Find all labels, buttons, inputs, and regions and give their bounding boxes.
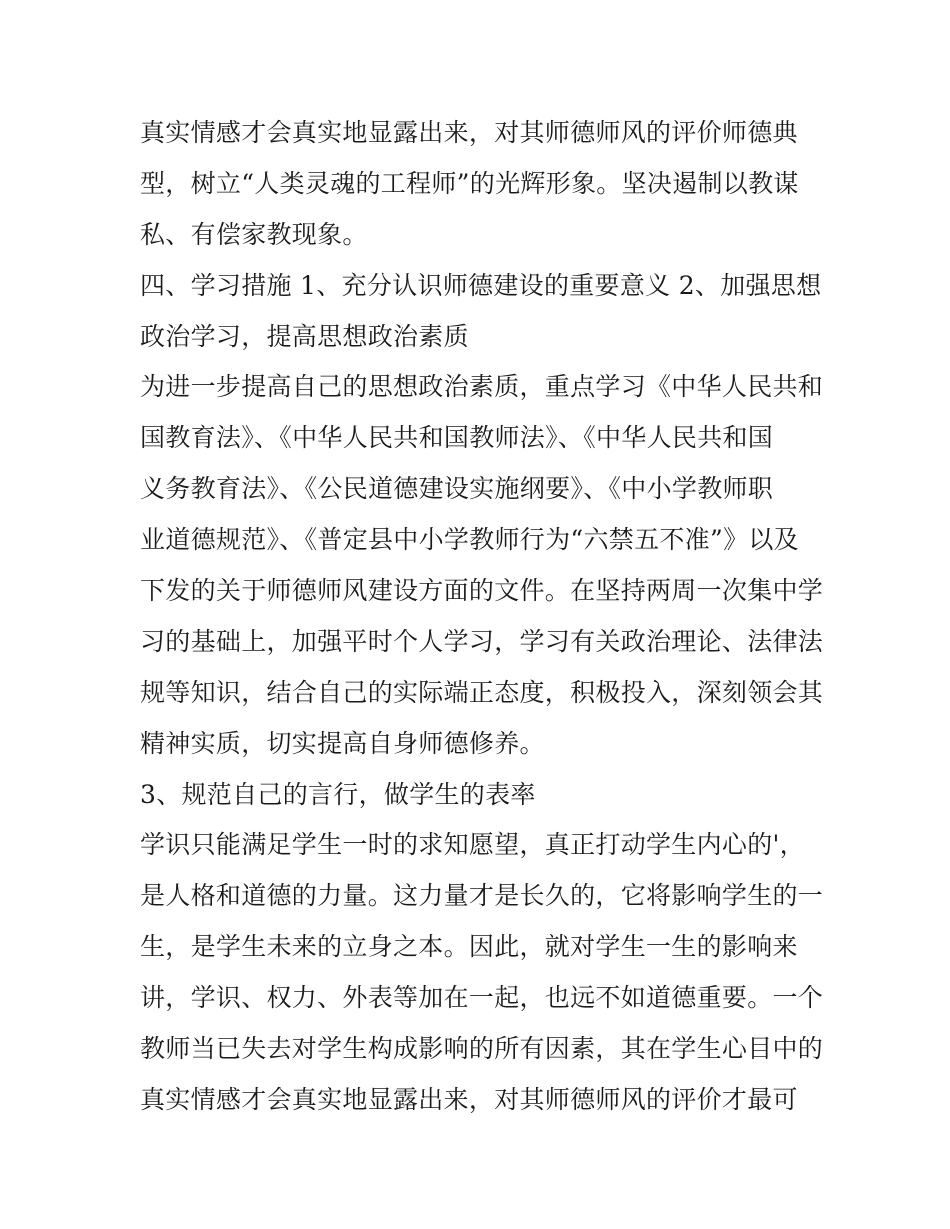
text-line: 业道德规范》、《普定县中小学教师行为“六禁五不准”》以及 xyxy=(140,525,799,555)
text-line: 政治学习，提高思想政治素质 xyxy=(140,321,469,351)
text-line: 为进一步提高自己的思想政治素质，重点学习《中华人民共和 xyxy=(140,372,824,402)
text-line: 下发的关于师德师风建设方面的文件。在坚持两周一次集中学 xyxy=(140,576,824,606)
text-line: 规等知识，结合自己的实际端正态度，积极投入，深刻领会其 xyxy=(140,677,824,707)
text-line: 习的基础上，加强平时个人学习，学习有关政治理论、法律法 xyxy=(140,626,824,656)
text-line: 教师当已失去对学生构成影响的所有因素，其在学生心目中的 xyxy=(140,1034,824,1064)
text-line: 义务教育法》、《公民道德建设实施纲要》、《中小学教师职 xyxy=(140,474,774,504)
section-heading-line: 3、规范自己的言行，做学生的表率 xyxy=(140,779,536,809)
text-line: 真实情感才会真实地显露出来，对其师德师风的评价才最可 xyxy=(140,1084,798,1114)
text-line: 型，树立“人类灵魂的工程师”的光辉形象。坚决遏制以教谋 xyxy=(140,168,799,198)
text-line: 讲，学识、权力、外表等加在一起，也远不如道德重要。一个 xyxy=(140,983,824,1013)
text-line: 私、有偿家教现象。 xyxy=(140,219,368,249)
document-body xyxy=(140,108,824,1126)
text-line: 学识只能满足学生一时的求知愿望，真正打动学生内心的'， xyxy=(140,830,805,860)
text-line: 精神实质，切实提高自身师德修养。 xyxy=(140,728,545,758)
section-heading-line: 四、学习措施 1、充分认识师德建设的重要意义 2、加强思想 xyxy=(140,270,822,300)
text-line: 生，是学生未来的立身之本。因此，就对学生一生的影响来 xyxy=(140,932,798,962)
text-line: 真实情感才会真实地显露出来，对其师德师风的评价师德典 xyxy=(140,118,798,147)
text-line: 国教育法》、《中华人民共和国教师法》、《中华人民共和国 xyxy=(140,423,774,453)
text-line: 是人格和道德的力量。这力量才是长久的，它将影响学生的一 xyxy=(140,881,824,911)
